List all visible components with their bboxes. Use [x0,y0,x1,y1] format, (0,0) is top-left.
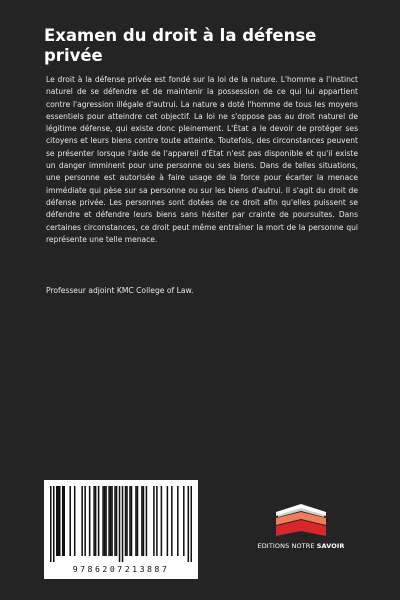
barcode-bar [137,486,139,556]
barcode-bar [105,486,107,556]
barcode-bar [56,486,58,556]
book-summary: Le droit à la défense privée est fondé sur la loi de la nature. L'homme a l'instinct naturel de se défendre et de maintenir la possession de ce qui lui appartient contre l'agression illégale d'autrui. La nature a doté l'homme de tous les moyens essentiels pour atteindre cet objectif. La loi ne s'oppose pas au droit naturel de légitime défense, qui existe donc pleinement. L'État a le devoir de protéger ses citoyens et leurs biens contre toute atteinte. Toutefois, des circonstances peuvent se présenter lorsque l'aide de l'appareil d'État n'est pas disponible et qu'il existe un danger imminent pour une personne ou ses biens. Dans de telles situations, une personne est autorisée à faire usage de la force pour écarter la menace immédiate qui pèse sur sa personne ou sur les biens d'autrui. Il s'agit du droit de défense privée. Les personnes sont dotées de ce droit afin qu'elles puissent se défendre et défendre leurs biens sans hésiter par crainte de poursuites. Dans certaines circonstances, ce droit peut même entraîner la mort de la personne qui représente une telle menace. [46,75,358,244]
barcode-bar [116,486,118,556]
isbn-digits: 9786207213887 [72,564,170,574]
publisher-name [256,542,346,550]
author-note: Professeur adjoint KMC College of Law. [46,286,194,295]
barcode-bar [59,486,61,556]
barcode-bar [161,486,163,556]
barcode-bar [188,486,190,562]
barcode-bar [74,486,76,556]
barcode-bar [69,486,71,556]
barcode-bar [84,486,86,556]
barcode-bar [102,486,104,556]
barcode-bar [156,486,158,556]
barcode-bar [143,486,145,556]
barcode-bar [110,486,112,556]
barcode-bar [119,486,121,562]
barcode-bar [98,486,100,556]
open-book-logo-icon [272,500,330,540]
barcode-bar [191,486,192,562]
barcode-bar [129,486,131,556]
book-title: Examen du droit à la défense privée [44,26,317,65]
barcode-bar [114,486,116,556]
publisher-name-part2: SAVOIR [316,542,345,550]
publisher-name-part1: EDITIONS NOTRE [257,542,317,550]
barcode-bar [93,486,95,556]
barcode-bar [62,486,64,556]
barcode-bar [146,486,148,556]
barcode-bar [104,486,106,556]
barcode-bar [125,486,127,556]
barcode-bar [122,486,124,562]
barcode-bar [81,486,83,556]
barcode-bar [135,486,137,556]
barcode-bar [57,486,59,556]
barcode-box [44,480,198,579]
barcode-bar [89,486,91,556]
barcode-bar [126,486,128,556]
barcode-bar [63,486,65,556]
barcode-bar [153,486,155,556]
barcode-bar [50,486,52,562]
barcode-bar [108,486,110,556]
barcode-bar [111,486,113,556]
barcode-bar [167,486,169,556]
barcode-bar [95,486,97,556]
barcode-bar [141,486,143,556]
barcode-bar [177,486,179,556]
publisher-logo [256,500,346,560]
barcode-bar [171,486,173,556]
barcode-bar [183,486,185,556]
barcode-bar [53,486,55,562]
barcode-bar [131,486,133,556]
barcode-icon [50,486,192,562]
